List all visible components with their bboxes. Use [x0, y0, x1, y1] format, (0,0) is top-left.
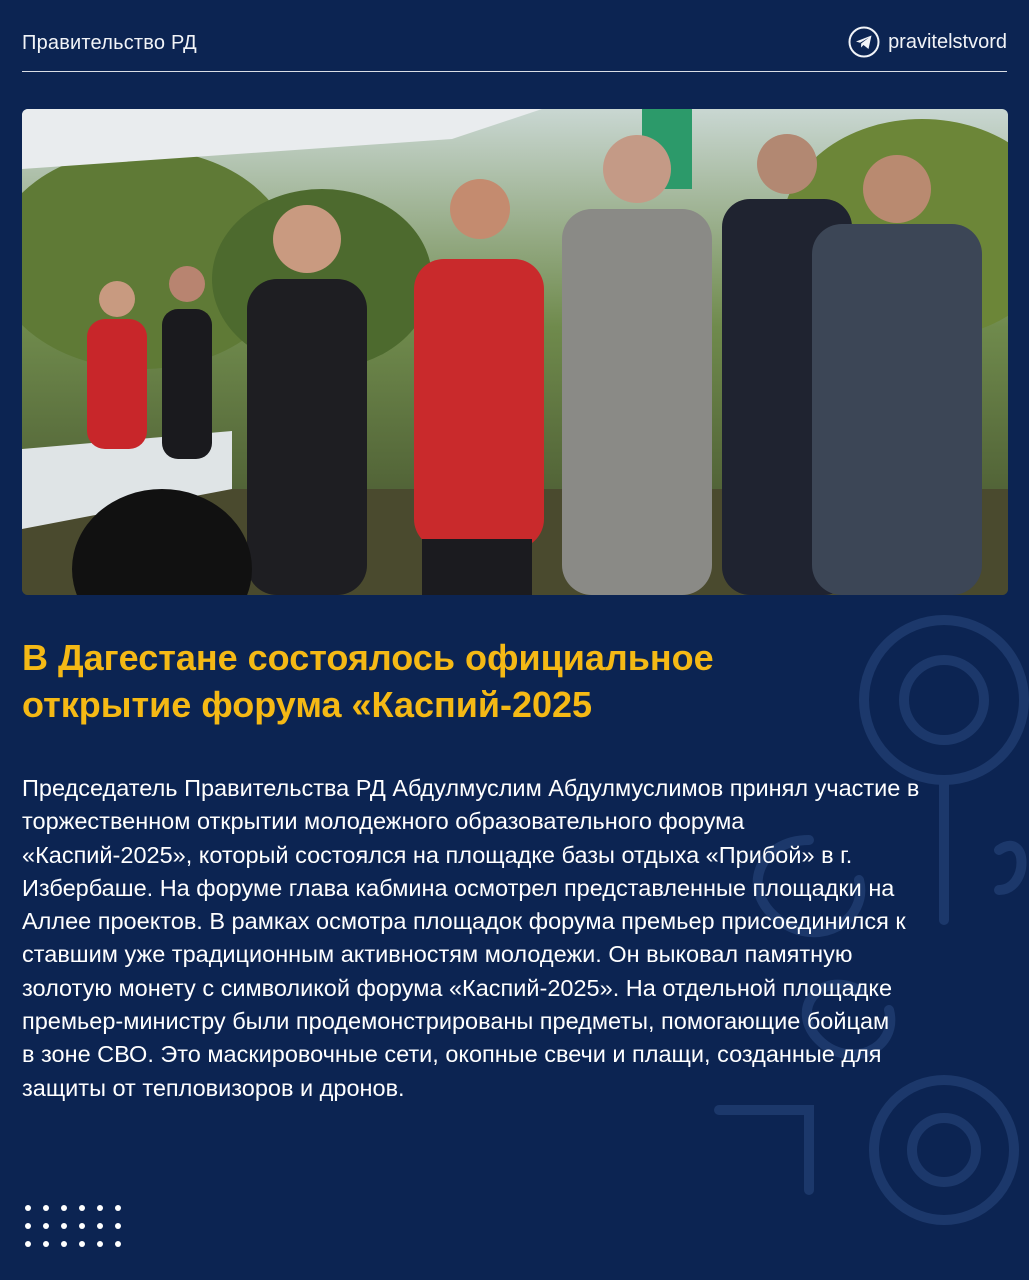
body-line: «Каспий-2025», который состоялся на площадке базы отдыха «Прибой» в г.: [22, 841, 853, 868]
channel-name: pravitelstvord: [888, 30, 1007, 53]
body-line: Председатель Правительства РД Абдулмуслим Абдулмуслимов принял участие в: [22, 775, 920, 801]
telegram-icon: [848, 26, 880, 58]
body-line: торжественном открытии молодежного образовательного форума: [22, 808, 745, 835]
channel-link[interactable]: [848, 26, 1007, 58]
body-line: ставшим уже традиционным активностям молодежи. Он выковал памятную: [22, 941, 853, 968]
body-line: Аллее проектов. В рамках осмотра площадок форума премьер присоединился к: [22, 908, 906, 935]
headline-line: В Дагестане состоялось официальное: [22, 637, 714, 678]
header: [22, 26, 1007, 72]
forum-photo: [22, 109, 1008, 595]
body-line: золотую монету с символикой форума «Каспий-2025». На отдельной площадке: [22, 974, 893, 1001]
article-body: [22, 772, 1007, 1105]
brand-name: Правительство РД: [22, 32, 197, 54]
body-line: Избербаше. На форуме глава кабмина осмотрел представленные площадки на: [22, 874, 895, 901]
body-line: в зоне СВО. Это маскировочные сети, окопные свечи и плащи, созданные для: [22, 1041, 882, 1068]
dots-decoration: [24, 1204, 124, 1254]
headline: [22, 634, 982, 728]
headline-line: открытие форума «Каспий-2025: [22, 684, 593, 725]
body-line: премьер-министру были продемонстрированы предметы, помогающие бойцам: [22, 1008, 890, 1035]
body-line: защиты от тепловизоров и дронов.: [22, 1074, 405, 1101]
